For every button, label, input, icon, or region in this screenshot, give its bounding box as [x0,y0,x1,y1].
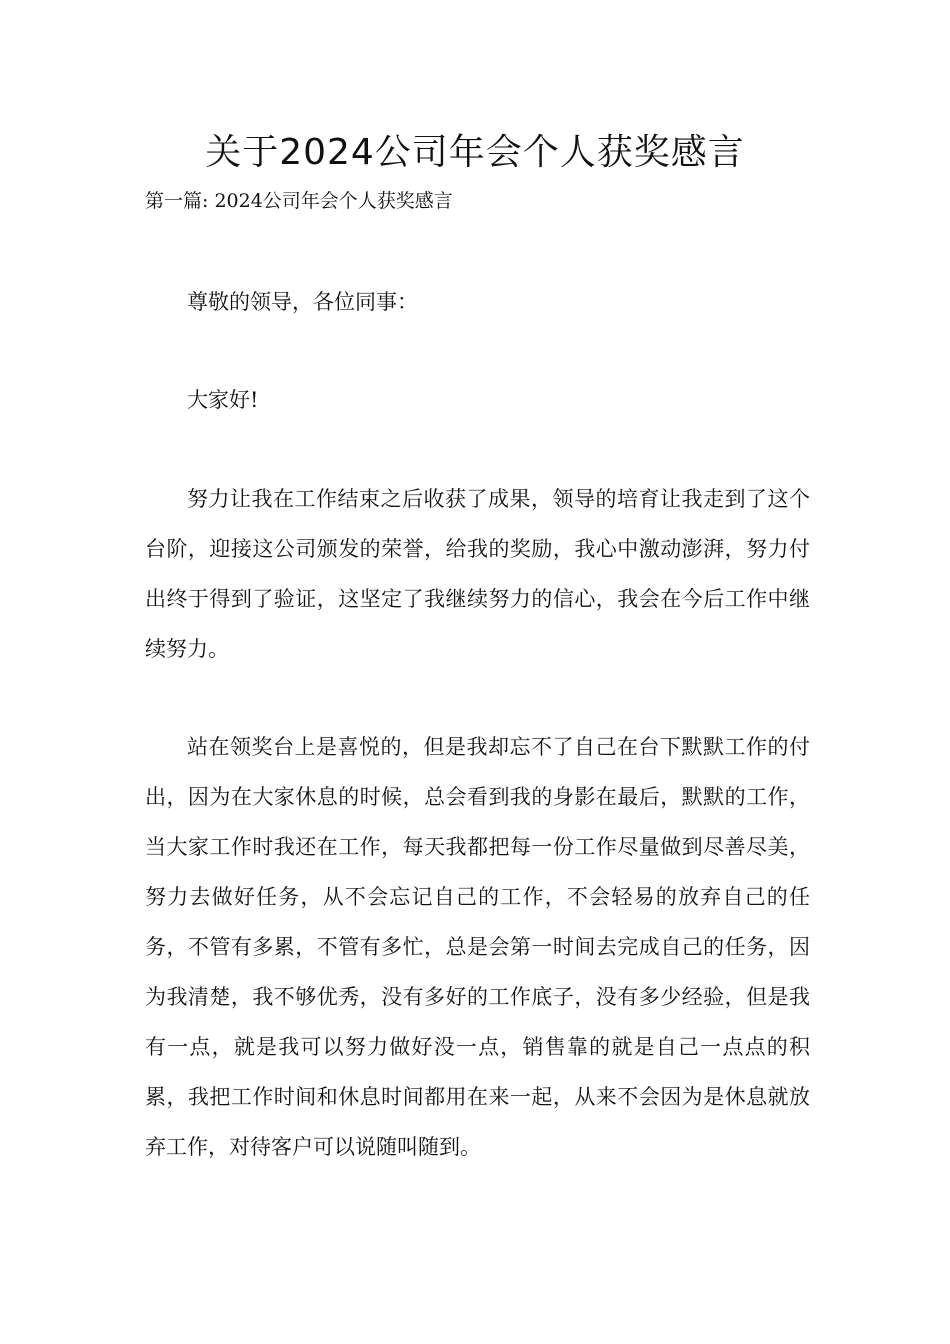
document-title: 关于2024公司年会个人获奖感言 [205,132,745,173]
document-subtitle: 第一篇: 2024公司年会个人获奖感言 [145,190,453,212]
salutation: 尊敬的领导，各位同事： [187,290,418,314]
body-paragraph: 站在领奖台上是喜悦的，但是我却忘不了自己在台下默默工作的付出，因为在大家休息的时候，总会看到我的身影在最后，默默的工作，当大家工作时我还在工作，每天我都把每一份工作尽量做到尽善尽美，努力去做好任务，从不会忘记自己的工作，不会轻易的放弃自己的任务，不管有多累，不管有多忙，总是会第一时间去完成自己的任务，因为我清楚，我不够优秀，没有多好的工作底子，没有多少经验，但是我有一点，就是我可以努力做好没一点，销售靠的就是自己一点点的积累，我把工作时间和休息时间都用在来一起，从来不会因为是休息就放弃工作，对待客户可以说随叫随到。 [145,735,810,1159]
body-paragraph: 努力让我在工作结束之后收获了成果，领导的培育让我走到了这个台阶，迎接这公司颁发的荣誉，给我的奖励，我心中激动澎湃，努力付出终于得到了验证，这坚定了我继续努力的信心，我会在今后工作中继续努力。 [145,487,810,661]
greeting: 大家好! [187,388,259,412]
